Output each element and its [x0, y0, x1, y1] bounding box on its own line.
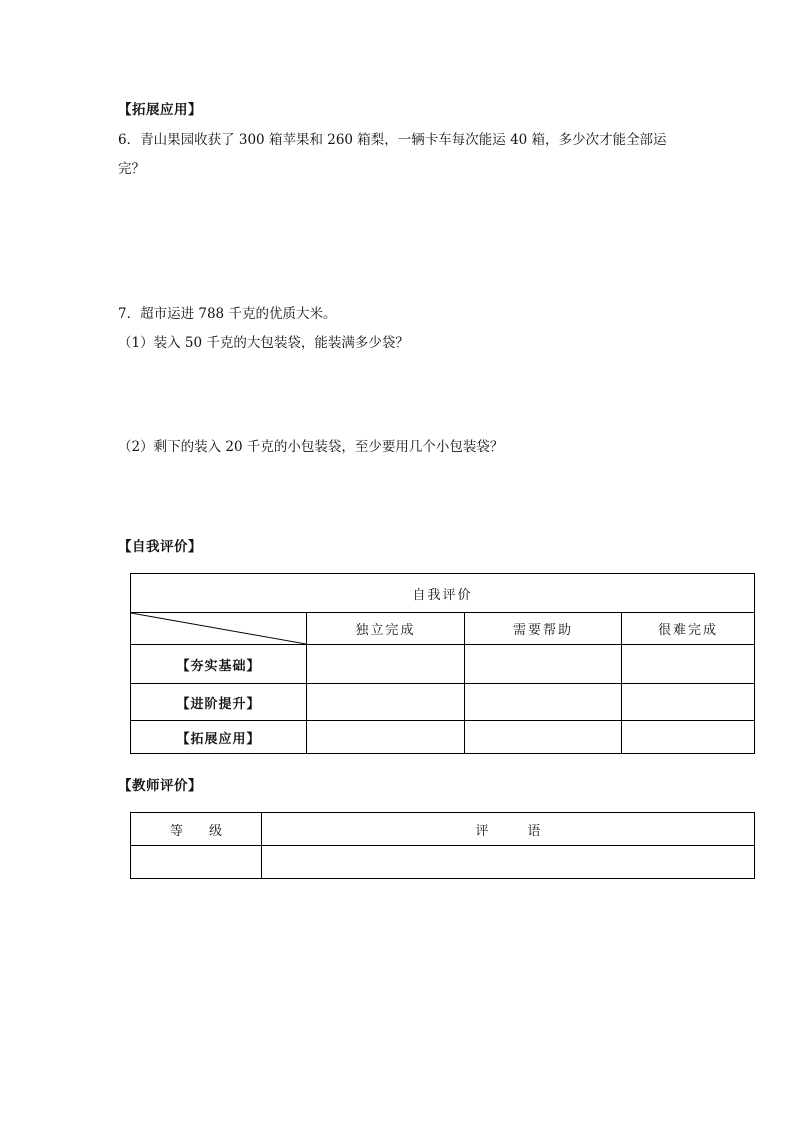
section-heading-expand: 【拓展应用】	[118, 102, 202, 118]
table-row	[131, 846, 755, 879]
column-header-independent: 独立完成	[307, 613, 465, 645]
column-header-hard: 很难完成	[622, 613, 755, 645]
grade-cell[interactable]	[131, 846, 262, 879]
self-eval-table-title: 自我评价	[131, 574, 755, 613]
problem-6-line-1: 6．青山果园收获了 300 箱苹果和 260 箱梨，一辆卡车每次能运 40 箱，多少次才能全部运	[118, 132, 667, 148]
teacher-eval-table	[130, 812, 755, 879]
comment-cell[interactable]	[262, 846, 755, 879]
eval-cell[interactable]	[622, 721, 755, 754]
eval-cell[interactable]	[307, 684, 465, 721]
self-eval-table	[130, 573, 755, 754]
column-header-comment: 评 语	[262, 813, 755, 846]
eval-cell[interactable]	[465, 721, 622, 754]
eval-cell[interactable]	[465, 645, 622, 684]
table-row	[131, 645, 755, 684]
row-label-expand: 【拓展应用】	[131, 721, 307, 754]
eval-cell[interactable]	[622, 645, 755, 684]
eval-cell[interactable]	[307, 721, 465, 754]
problem-7-stem: 7．超市运进 788 千克的优质大米。	[118, 306, 337, 322]
problem-7-question-1: （1）装入 50 千克的大包装袋，能装满多少袋？	[118, 335, 409, 351]
column-header-grade: 等 级	[131, 813, 262, 846]
section-heading-teacher-eval: 【教师评价】	[118, 778, 202, 794]
eval-cell[interactable]	[307, 645, 465, 684]
diagonal-header-cell	[131, 613, 307, 645]
row-label-advanced: 【进阶提升】	[131, 684, 307, 721]
column-header-need-help: 需要帮助	[465, 613, 622, 645]
diagonal-line	[131, 613, 306, 644]
eval-cell[interactable]	[465, 684, 622, 721]
problem-7-question-2: （2）剩下的装入 20 千克的小包装袋，至少要用几个小包装袋？	[118, 439, 504, 455]
eval-cell[interactable]	[622, 684, 755, 721]
row-label-basic: 【夯实基础】	[131, 645, 307, 684]
table-row	[131, 684, 755, 721]
section-heading-self-eval: 【自我评价】	[118, 539, 202, 555]
table-row	[131, 721, 755, 754]
problem-6-line-2: 完？	[118, 161, 145, 177]
